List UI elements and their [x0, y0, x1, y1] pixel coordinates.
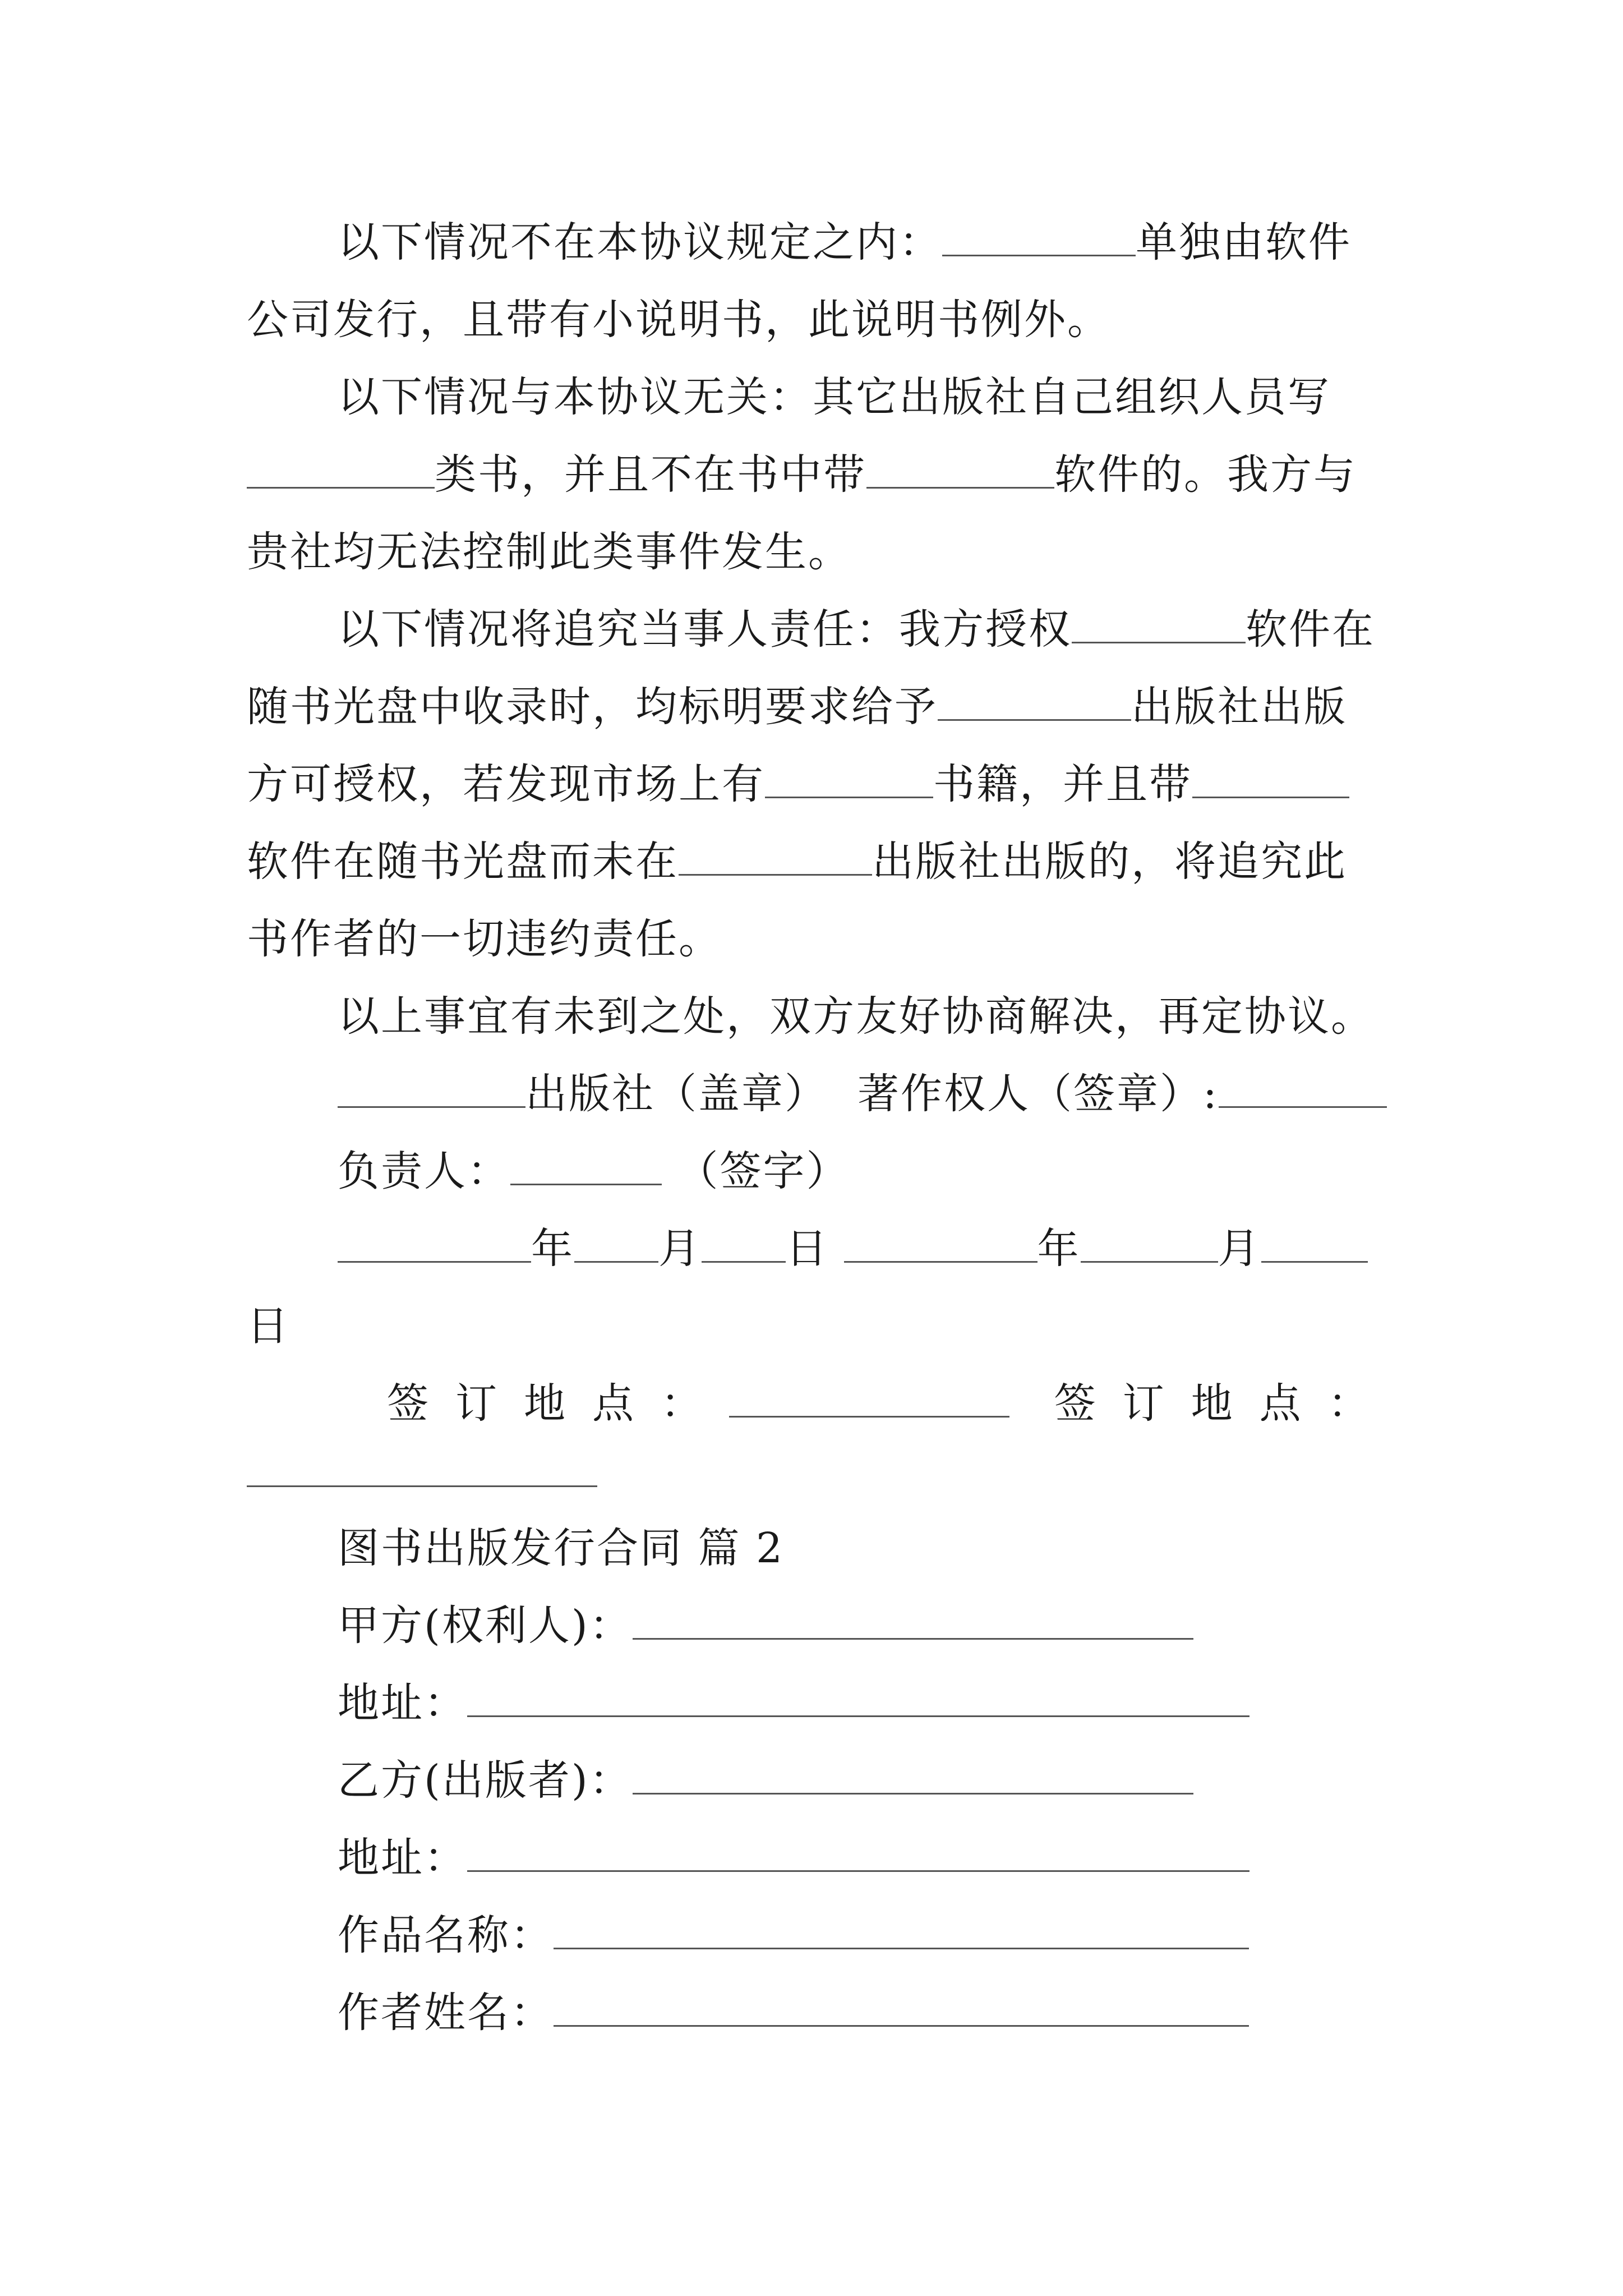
fill-blank [467, 1680, 1249, 1717]
fill-blank [574, 1225, 658, 1263]
paragraph-line: 公司发行，且带有小说明书，此说明书例外。 [247, 296, 1110, 344]
paragraph-line [338, 601, 1391, 657]
address-label: 地址： [338, 1679, 467, 1727]
fill-blank [554, 1912, 1249, 1949]
text: 单独由软件 [1136, 218, 1352, 266]
fill-blank [866, 451, 1054, 489]
field-line [338, 1675, 1391, 1731]
text: 软件在随书光盘而未在 [247, 838, 679, 886]
fill-blank [633, 1602, 1193, 1640]
address-label: 地址： [338, 1834, 467, 1882]
place-line [387, 1375, 1396, 1432]
paragraph-line: 以上事宜有未到之处，双方友好协商解决，再定协议。 [338, 992, 1374, 1041]
text: 类书，并且不在书中带 [435, 450, 866, 499]
text: 随书光盘中收录时，均标明要求给予 [247, 683, 938, 731]
fill-blank [338, 1070, 525, 1108]
signature-line [338, 1143, 1391, 1199]
fill-blank [1219, 1070, 1387, 1108]
paragraph-line [247, 834, 1391, 890]
year-label: 年 [1037, 1225, 1081, 1273]
fill-blank [942, 219, 1136, 256]
month-label: 月 [1218, 1225, 1261, 1273]
paragraph-line: 贵社均无法控制此类事件发生。 [247, 528, 851, 576]
text: 以下情况将追究当事人责任：我方授权 [338, 605, 1072, 654]
fill-blank [1261, 1225, 1368, 1263]
fill-blank [844, 1225, 1038, 1263]
month-label: 月 [658, 1225, 702, 1273]
text: 出版社出版 [1131, 683, 1347, 731]
author-name-label: 作者姓名： [338, 1989, 554, 2037]
field-line [338, 1985, 1391, 2041]
fill-blank [1192, 761, 1349, 798]
day-label: 日 [786, 1225, 829, 1273]
field-line [338, 1907, 1391, 1963]
party-a-label: 甲方(权利人)： [338, 1602, 633, 1650]
year-label: 年 [531, 1225, 574, 1273]
responsible-label: 负责人： [338, 1147, 510, 1195]
fill-blank [702, 1225, 786, 1263]
contract-title: 图书出版发行合同 篇 2 [338, 1524, 785, 1572]
party-b-label: 乙方(出版者)： [338, 1756, 633, 1805]
text: 以下情况不在本协议规定之内： [338, 218, 942, 266]
text: 软件的。我方与 [1054, 450, 1357, 499]
fill-blank [765, 761, 933, 798]
fill-blank [510, 1148, 662, 1185]
date-line [338, 1221, 1391, 1277]
sign-label: （签字） [676, 1147, 850, 1195]
fill-blank [1072, 606, 1246, 643]
fill-blank [1081, 1225, 1218, 1263]
paragraph-line [338, 214, 1391, 270]
field-line [338, 1598, 1391, 1654]
fill-blank [729, 1380, 1009, 1418]
place-label: 签订地点： [387, 1379, 729, 1428]
publisher-seal-label: 出版社（盖章） [525, 1070, 828, 1118]
paragraph-line [247, 756, 1391, 812]
field-line [338, 1752, 1391, 1809]
fill-blank [338, 1225, 531, 1263]
fill-blank [938, 683, 1131, 721]
text: 方可授权，若发现市场上有 [247, 760, 765, 808]
fill-blank [247, 451, 435, 489]
fill-blank [554, 1989, 1249, 2027]
text: 书籍，并且带 [933, 760, 1192, 808]
work-name-label: 作品名称： [338, 1911, 554, 1959]
paragraph-line: 以下情况与本协议无关：其它出版社自己组织人员写 [338, 373, 1331, 421]
text: 出版社出版的，将追究此 [872, 838, 1347, 886]
text: 软件在 [1246, 605, 1375, 654]
fill-blank [679, 838, 872, 876]
fill-blank [467, 1834, 1249, 1872]
paragraph-line: 书作者的一切违约责任。 [247, 915, 722, 963]
fill-blank [633, 1757, 1193, 1795]
paragraph-line [247, 679, 1391, 735]
date-line: 日 [247, 1302, 290, 1350]
author-sign-label: 著作权人（签章）: [857, 1070, 1219, 1118]
paragraph-line [247, 447, 1391, 503]
place-label: 签订地点： [1054, 1379, 1396, 1428]
fill-blank [247, 1485, 597, 1487]
signature-line [338, 1066, 1391, 1122]
field-line [338, 1830, 1391, 1886]
